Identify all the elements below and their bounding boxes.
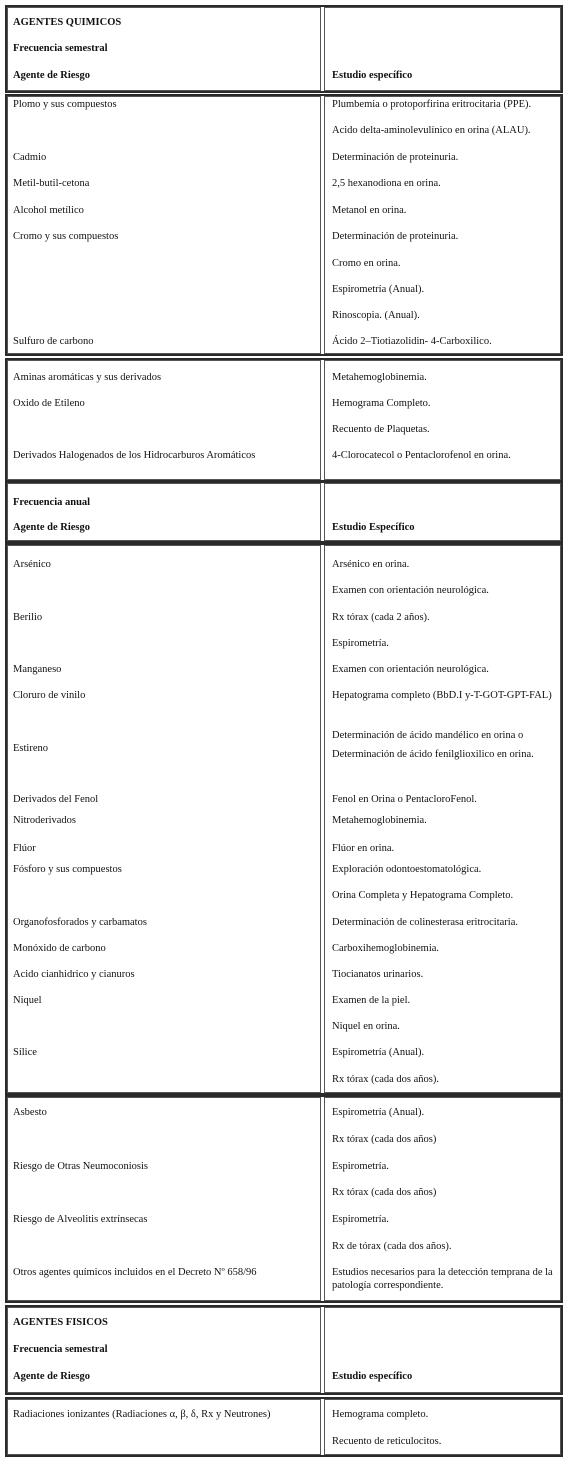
specific-study-label: Hemograma Completo.: [332, 398, 431, 409]
section-heading: Agente de Riesgo: [13, 70, 90, 81]
specific-study-label: Estudios necesarios para la detección temprana de la patología correspondiente.: [332, 1267, 553, 1291]
specific-study-label: Espirometría.: [332, 638, 389, 649]
risk-agent-label: Riesgo de Otras Neumoconiosis: [13, 1161, 149, 1172]
specific-study-label: Exploración odontoestomatológica.: [332, 864, 482, 875]
risk-agent-label: Aminas aromáticas y sus derivados: [13, 372, 162, 383]
risk-agent-label: Acido cianhidrico y cianuros: [13, 969, 135, 980]
risk-agent-label: Otros agentes químicos incluidos en el Decreto Nº 658/96: [13, 1267, 257, 1278]
agent-column-cell: [7, 96, 321, 354]
specific-study-label: Tiocianatos urinarios.: [332, 969, 424, 980]
specific-study-label: Examen con orientación neurológica.: [332, 585, 489, 596]
table-block-fisicos-semestral-body: [5, 1397, 563, 1457]
specific-study-label: Determinación de ácido mandélico en orina o: [332, 730, 524, 741]
column-heading: Estudio específico: [332, 70, 413, 81]
specific-study-label: Carboxihemoglobinemia.: [332, 943, 440, 954]
specific-study-label: Rx de tórax (cada dos años).: [332, 1241, 452, 1252]
specific-study-label: Metanol en orina.: [332, 205, 407, 216]
specific-study-label: Rx tórax (cada dos años): [332, 1187, 437, 1198]
table-block-quimicos-semestral-body-1: [5, 94, 563, 356]
specific-study-label: Examen de la piel.: [332, 995, 411, 1006]
risk-agent-label: Alcohol metílico: [13, 205, 84, 216]
specific-study-label: Rx tórax (cada 2 años).: [332, 612, 430, 623]
specific-study-label: Recuento de Plaquetas.: [332, 424, 430, 435]
table-block-quimicos-anual-body-1: [5, 543, 563, 1095]
risk-agent-label: Metil-butil-cetona: [13, 178, 90, 189]
specific-study-label: Recuento de reticulocitos.: [332, 1436, 442, 1447]
risk-agent-label: Niquel: [13, 995, 42, 1006]
section-heading: Agente de Riesgo: [13, 1371, 90, 1382]
specific-study-label: Determinación de proteinuria.: [332, 152, 459, 163]
risk-agent-label: Oxido de Etileno: [13, 398, 85, 409]
risk-agent-label: Cloruro de vinilo: [13, 690, 86, 701]
risk-agent-label: Arsénico: [13, 559, 51, 570]
section-heading: Frecuencia semestral: [13, 1344, 108, 1355]
specific-study-label: Rx tórax (cada dos años).: [332, 1074, 440, 1085]
specific-study-label: Ácido 2–Tiotiazolidin- 4-Carboxilico.: [332, 336, 492, 347]
specific-study-label: 4-Clorocatecol o Pentaclorofenol en orina.: [332, 450, 511, 461]
section-heading: AGENTES FISICOS: [13, 1317, 108, 1328]
specific-study-label: Espirometría (Anual).: [332, 284, 425, 295]
specific-study-label: Espirometría (Anual).: [332, 1047, 425, 1058]
risk-agent-label: Cromo y sus compuestos: [13, 231, 119, 242]
specific-study-label: Rinoscopia. (Anual).: [332, 310, 420, 321]
specific-study-label: Orina Completa y Hepatograma Completo.: [332, 890, 514, 901]
specific-study-label: 2,5 hexanodiona en orina.: [332, 178, 441, 189]
specific-study-label: Niquel en orina.: [332, 1021, 400, 1032]
specific-study-label: Plumbemia o protoporfirina eritrocitaria (PPE).: [332, 99, 532, 110]
column-heading: Estudio específico: [332, 1371, 413, 1382]
specific-study-label: Rx tórax (cada dos años): [332, 1134, 437, 1145]
table-block-fisicos-semestral-header: [5, 1305, 563, 1395]
risk-agent-label: Plomo y sus compuestos: [13, 99, 117, 110]
risk-agent-label: Estireno: [13, 743, 48, 754]
section-heading: Frecuencia anual: [13, 497, 91, 508]
specific-study-label: Espirometría (Anual).: [332, 1107, 425, 1118]
risk-agent-label: Manganeso: [13, 664, 62, 675]
specific-study-label: Determinación de proteinuria.: [332, 231, 459, 242]
specific-study-label: Metahemoglobinemia.: [332, 372, 427, 383]
column-heading: Estudio Específico: [332, 522, 415, 533]
specific-study-label: Flúor en orina.: [332, 843, 395, 854]
table-block-quimicos-anual-body-2: [5, 1095, 563, 1303]
specific-study-label: Hemograma completo.: [332, 1409, 429, 1420]
specific-study-label: Arsénico en orina.: [332, 559, 410, 570]
risk-agent-label: Berilio: [13, 612, 43, 623]
risk-agent-label: Radiaciones ionizantes (Radiaciones α, β, δ, Rx y Neutrones): [13, 1409, 271, 1420]
risk-agent-label: Fósforo y sus compuestos: [13, 864, 122, 875]
specific-study-label: Cromo en orina.: [332, 258, 401, 269]
specific-study-label: Hepatograma completo (BbD.I y-T-GOT-GPT-FAL): [332, 690, 552, 701]
section-heading: Agente de Riesgo: [13, 522, 90, 533]
table-block-quimicos-anual-header: [5, 481, 563, 543]
specific-study-label: Acido delta-aminolevulínico en orina (ALAU).: [332, 125, 531, 136]
risk-agent-label: Sulfuro de carbono: [13, 336, 94, 347]
risk-agent-label: Nitroderivados: [13, 815, 76, 826]
risk-agent-label: Derivados del Fenol: [13, 794, 99, 805]
specific-study-label: Espirometría.: [332, 1161, 389, 1172]
risk-agent-label: Asbesto: [13, 1107, 47, 1118]
specific-study-label: Examen con orientación neurológica.: [332, 664, 489, 675]
table-block-quimicos-semestral-header: [5, 5, 563, 93]
specific-study-label: Determinación de colinesterasa eritrocitaria.: [332, 917, 518, 928]
risk-agent-label: Cadmio: [13, 152, 47, 163]
risk-agent-label: Monóxido de carbono: [13, 943, 106, 954]
specific-study-label: Fenol en Orina o PentacloroFenol.: [332, 794, 477, 805]
section-heading: AGENTES QUIMICOS: [13, 17, 122, 28]
risk-agent-label: Sílice: [13, 1047, 37, 1058]
table-block-quimicos-semestral-body-2: [5, 358, 563, 482]
risk-agent-label: Organofosforados y carbamatos: [13, 917, 147, 928]
specific-study-label: Espirometría.: [332, 1214, 389, 1225]
section-heading: Frecuencia semestral: [13, 43, 108, 54]
specific-study-label: Determinación de ácido fenilglioxilico en orina.: [332, 749, 534, 760]
risk-agent-label: Flúor: [13, 843, 36, 854]
specific-study-label: Metahemoglobinemia.: [332, 815, 427, 826]
risk-agent-label: Derivados Halogenados de los Hidrocarburos Aromáticos: [13, 450, 256, 461]
risk-agent-label: Riesgo de Alveolitis extrínsecas: [13, 1214, 148, 1225]
